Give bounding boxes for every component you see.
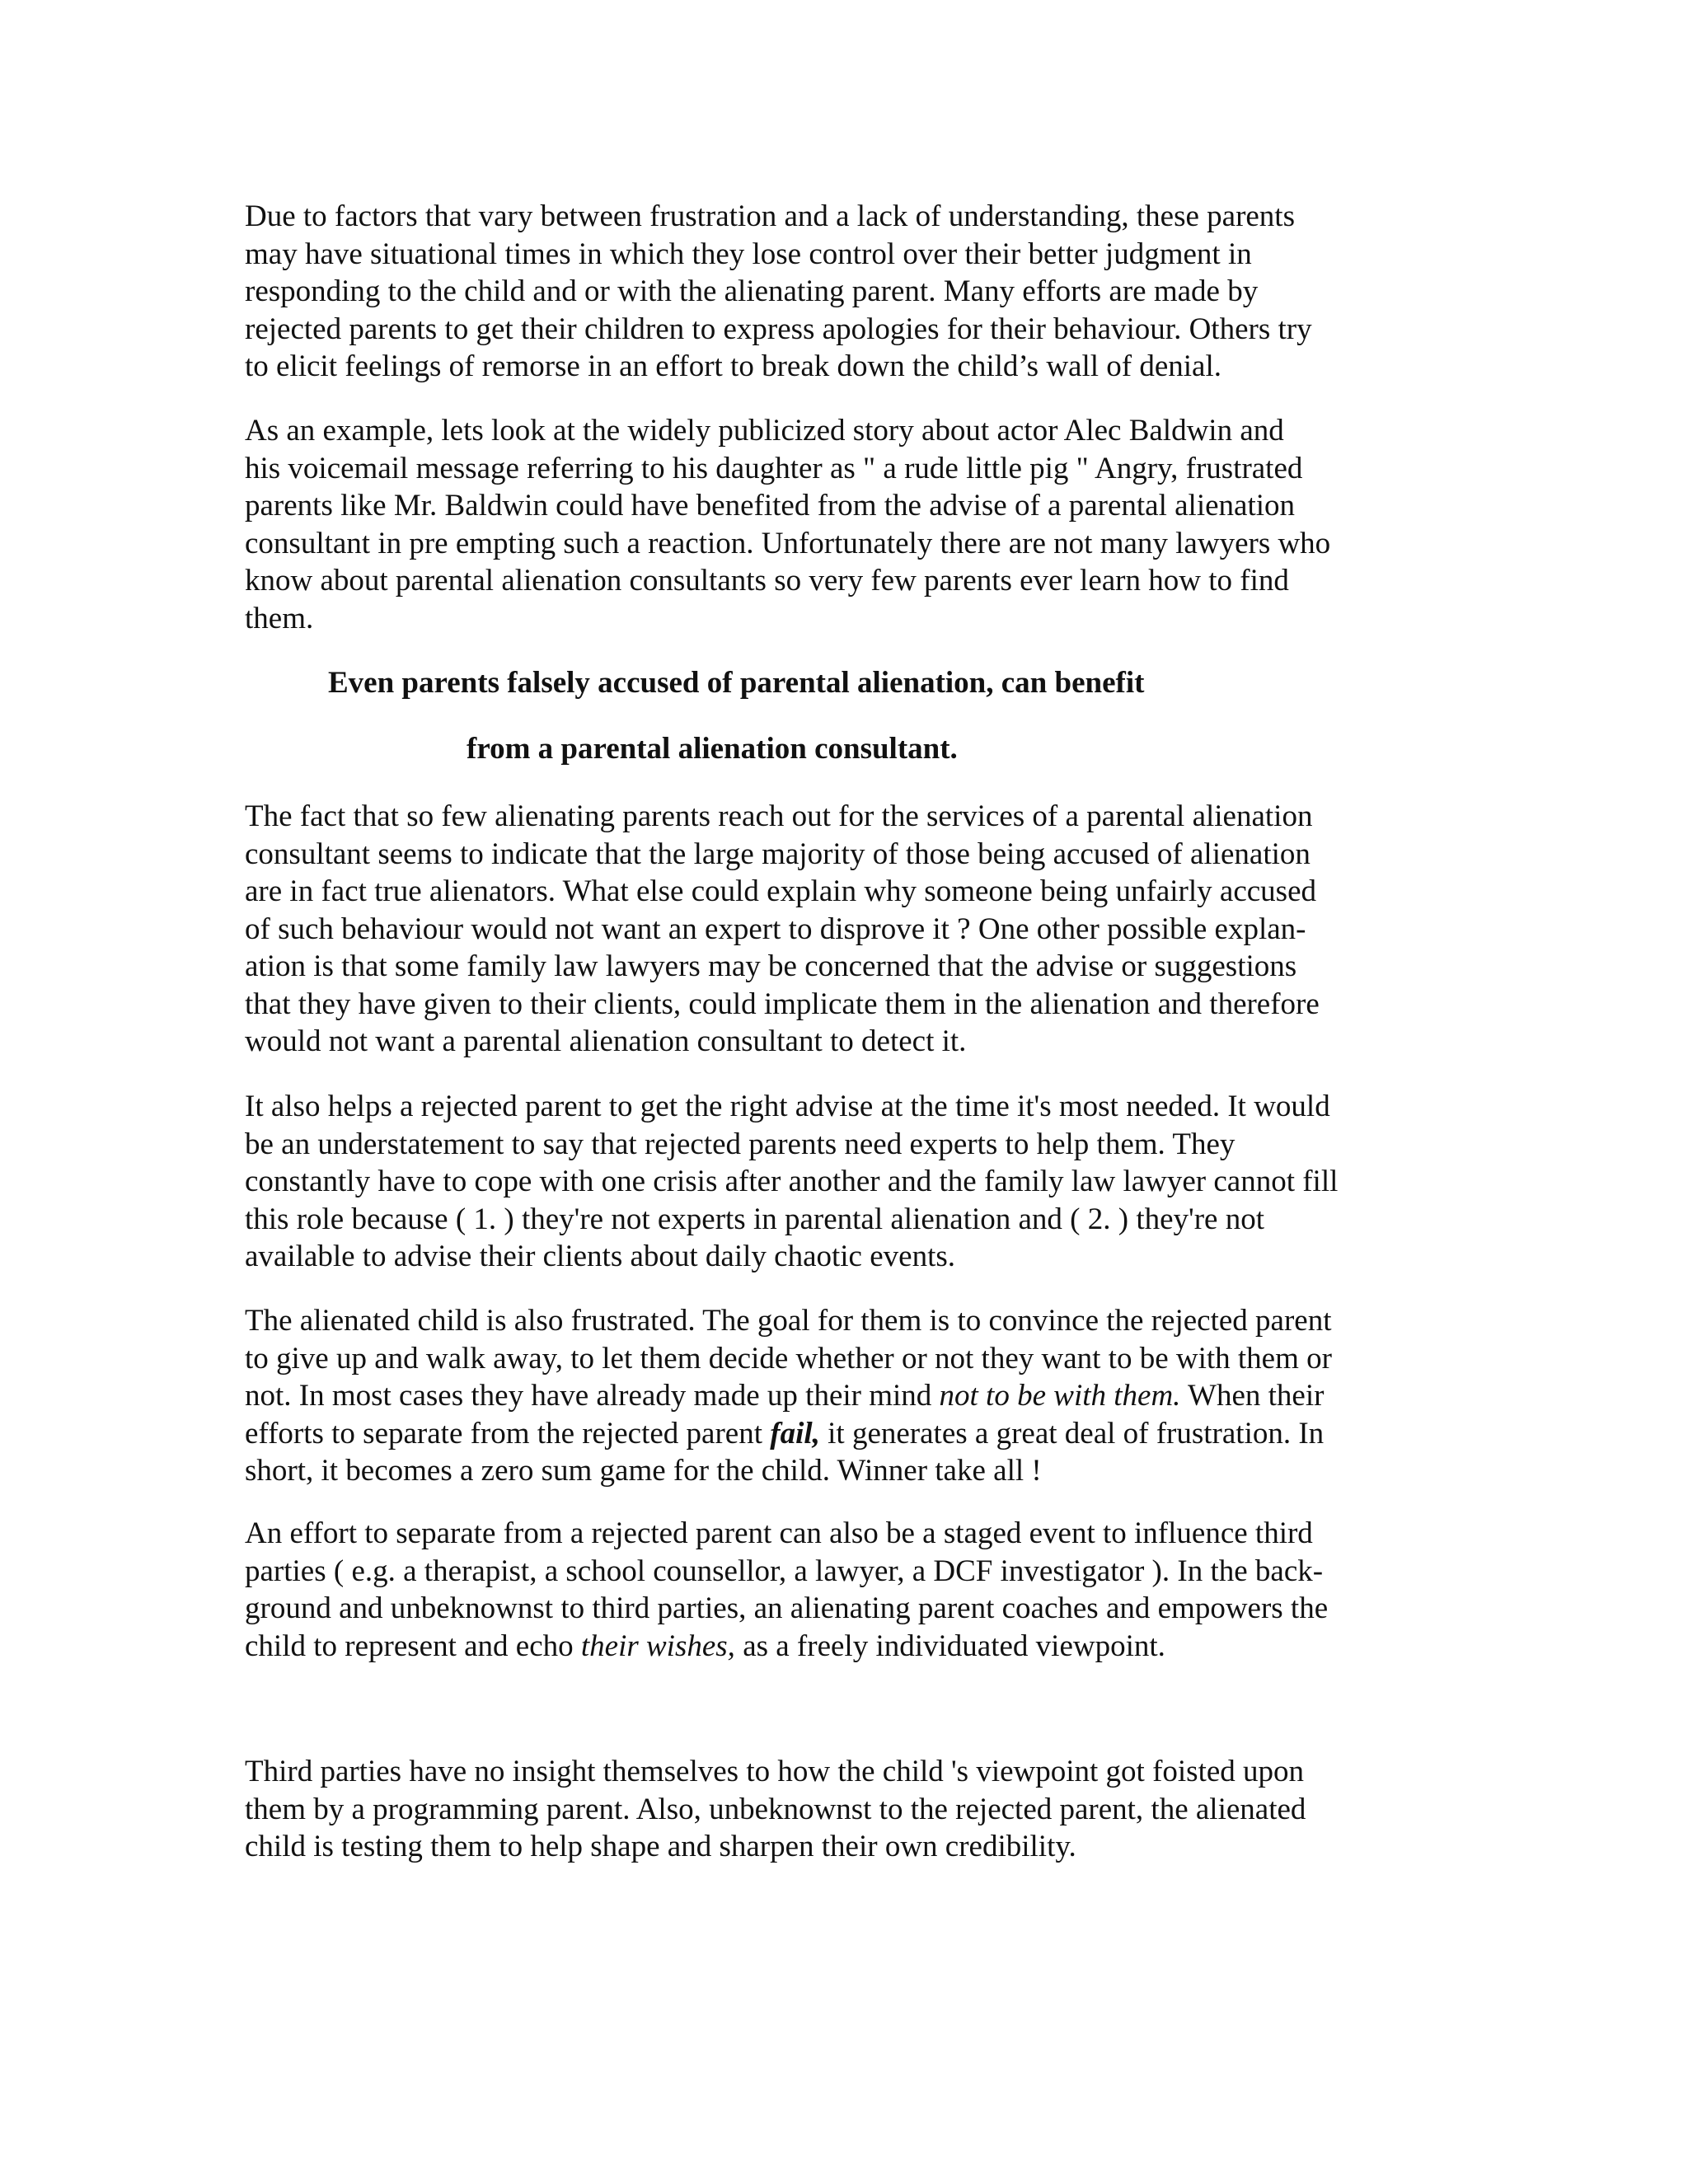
text-line-mixed — [245, 1415, 1456, 1453]
text-line: It also helps a rejected parent to get the right advise at the time it's most needed. It would — [245, 1090, 1330, 1123]
text-line: are in fact true alienators. What else could explain why someone being unfairly accused — [245, 874, 1316, 908]
bold-italic-run: fail, — [770, 1416, 820, 1451]
text-line: The fact that so few alienating parents reach out for the services of a parental alienation — [245, 799, 1313, 833]
paragraph-third-parties — [245, 1753, 1456, 1866]
text-line: ation is that some family law lawyers may be concerned that the advise or suggestions — [245, 949, 1297, 983]
text-line: ground and unbeknownst to third parties, an alienating parent coaches and empowers the — [245, 1591, 1329, 1625]
text-line: Third parties have no insight themselves to how the child 's viewpoint got foisted upon — [245, 1755, 1305, 1788]
italic-run: not to be with them. — [939, 1379, 1181, 1413]
text-line: to elicit feelings of remorse in an effort to break down the child’s wall of denial. — [245, 349, 1222, 383]
text-line: Due to factors that vary between frustration and a lack of understanding, these parents — [245, 199, 1295, 233]
text-run: as a freely individuated viewpoint. — [734, 1629, 1165, 1663]
text-line: consultant seems to indicate that the large majority of those being accused of alienation — [245, 837, 1311, 871]
text-line: rejected parents to get their children to express apologies for their behaviour. Others try — [245, 312, 1312, 346]
text-run: efforts to separate from the rejected parent — [245, 1416, 771, 1451]
text-line: this role because ( 1. ) they're not experts in parental alienation and ( 2. ) they're not — [245, 1202, 1264, 1236]
text-line: be an understatement to say that rejected parents need experts to help them. They — [245, 1127, 1236, 1161]
text-line: available to advise their clients about daily chaotic events. — [245, 1240, 956, 1273]
text-run: it generates a great deal of frustration. In — [819, 1416, 1325, 1451]
text-line: them. — [245, 601, 314, 635]
paragraph-accused — [245, 798, 1456, 1061]
text-line: his voicemail message referring to his daughter as " a rude little pig " Angry, frustrated — [245, 451, 1303, 485]
paragraph-right-advise — [245, 1088, 1456, 1276]
text-line: An effort to separate from a rejected parent can also be a staged event to influence third — [245, 1516, 1313, 1550]
text-line: short, it becomes a zero sum game for the child. Winner take all ! — [245, 1454, 1042, 1488]
text-line: responding to the child and or with the alienating parent. Many efforts are made by — [245, 274, 1259, 308]
text-run: child to represent and echo — [245, 1629, 581, 1663]
text-line: them by a programming parent. Also, unbeknownst to the rejected parent, the alienated — [245, 1792, 1306, 1826]
section-heading-continued: from a parental alienation consultant. — [467, 732, 958, 766]
text-line: parents like Mr. Baldwin could have benefited from the advise of a parental alienation — [245, 489, 1296, 523]
paragraph-alienated-child — [245, 1302, 1456, 1490]
section-heading: Even parents falsely accused of parental alienation, can benefit — [328, 666, 1145, 700]
paragraph-staged-event — [245, 1515, 1456, 1665]
text-line-mixed — [245, 1377, 1456, 1415]
text-line: consultant in pre empting such a reaction. Unfortunately there are not many lawyers who — [245, 526, 1331, 560]
text-line: constantly have to cope with one crisis after another and the family law lawyer cannot fill — [245, 1165, 1339, 1198]
paragraph-frustration — [245, 198, 1456, 386]
text-line: child is testing them to help shape and sharpen their own credibility. — [245, 1830, 1076, 1863]
paragraph-example — [245, 412, 1456, 637]
text-line: The alienated child is also frustrated. The goal for them is to convince the rejected parent — [245, 1304, 1332, 1338]
text-line: of such behaviour would not want an expert to disprove it ? One other possible explan- — [245, 912, 1306, 946]
text-line: know about parental alienation consultants so very few parents ever learn how to find — [245, 564, 1289, 598]
italic-run: their wishes, — [580, 1629, 735, 1663]
text-line: that they have given to their clients, could implicate them in the alienation and therefore — [245, 987, 1320, 1021]
text-run: When their — [1180, 1379, 1325, 1413]
text-run: not. In most cases they have already made up their mind — [245, 1379, 940, 1413]
text-line: As an example, lets look at the widely publicized story about actor Alec Baldwin and — [245, 414, 1284, 448]
text-line: to give up and walk away, to let them decide whether or not they want to be with them or — [245, 1341, 1332, 1376]
text-line: parties ( e.g. a therapist, a school counsellor, a lawyer, a DCF investigator ). In the back- — [245, 1554, 1324, 1588]
text-line-mixed — [245, 1628, 1456, 1666]
text-line: may have situational times in which they lose control over their better judgment in — [245, 237, 1252, 271]
text-line: would not want a parental alienation consultant to detect it. — [245, 1024, 967, 1058]
